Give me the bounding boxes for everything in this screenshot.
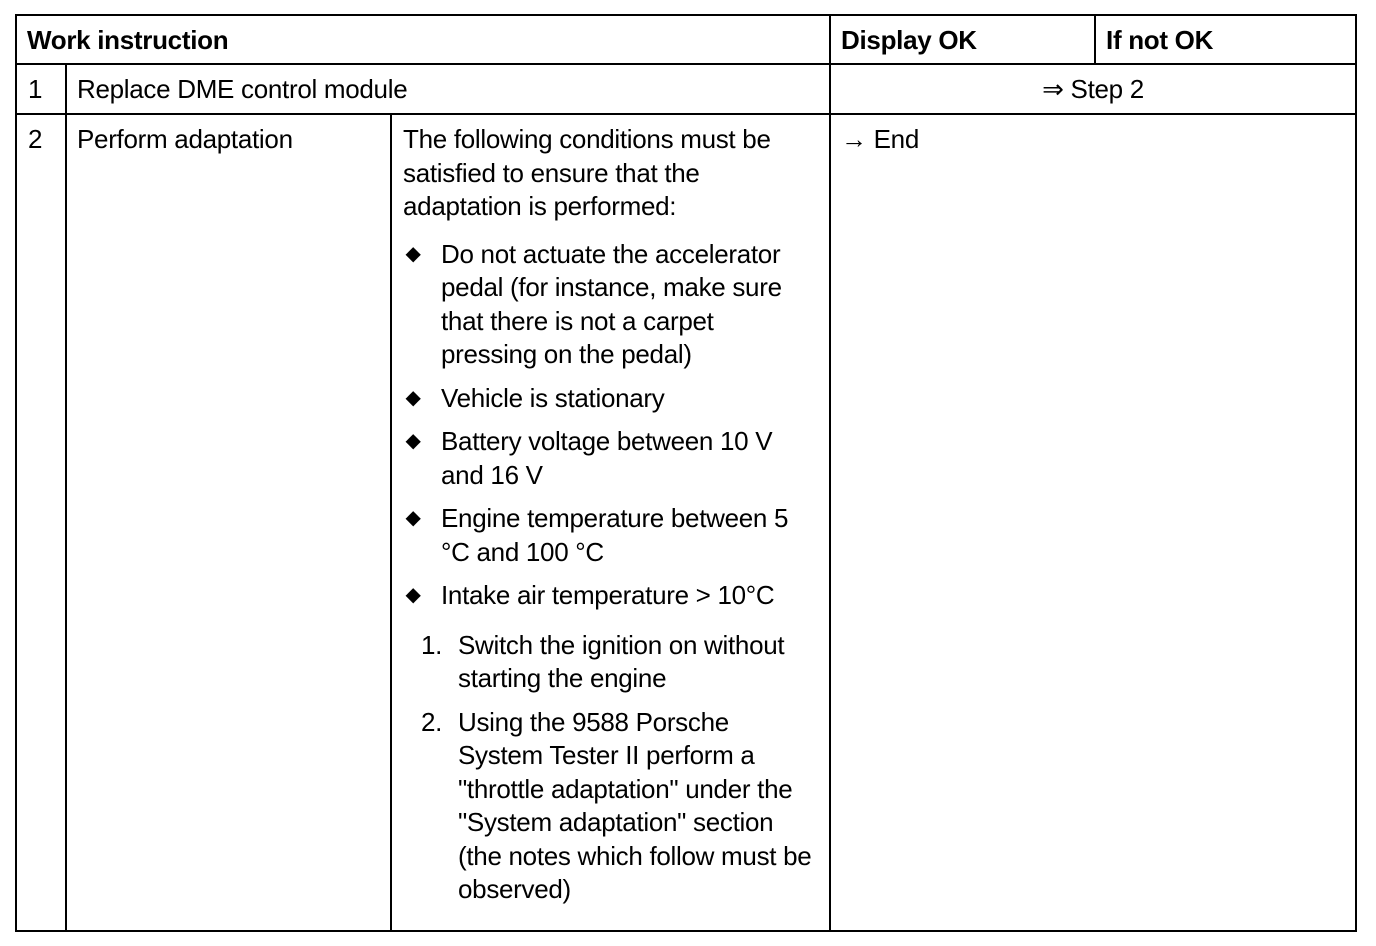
conditions-cell — [391, 114, 830, 931]
condition-item — [403, 238, 815, 372]
procedure-steps-list — [403, 629, 815, 907]
condition-text: Intake air temperature > 10°C — [441, 580, 775, 610]
diamond-bullet-icon: ◆ — [405, 584, 421, 606]
condition-text: Battery voltage between 10 V and 16 V — [441, 426, 773, 490]
step-number: 2. — [421, 706, 443, 737]
conditions-list — [403, 238, 815, 613]
diamond-bullet-icon: ◆ — [405, 507, 421, 529]
step-text: Using the 9588 Porsche System Tester II perform a "throttle adaptation" under the "System adaptation" section (the notes which follow must be observed) — [458, 706, 812, 904]
diamond-bullet-icon: ◆ — [405, 430, 421, 452]
condition-item — [403, 382, 815, 416]
step-text: Switch the ignition on without starting the engine — [458, 629, 785, 693]
header-work-instruction: Work instruction — [16, 15, 830, 64]
condition-text: Vehicle is stationary — [441, 382, 665, 413]
row-instruction: Perform adaptation — [66, 114, 391, 931]
condition-text: Do not actuate the accelerator pedal (for instance, make sure that there is not a carpet pressing on the pedal) — [441, 238, 782, 369]
diamond-bullet-icon: ◆ — [405, 386, 421, 409]
table-row — [16, 114, 1356, 931]
procedure-step — [403, 706, 815, 907]
condition-item — [403, 425, 815, 492]
condition-item — [403, 579, 815, 613]
header-if-not-ok: If not OK — [1095, 15, 1356, 64]
step-number: 1. — [421, 629, 443, 660]
work-instruction-table — [15, 14, 1357, 932]
next-step-link: ⇒ Step 2 — [830, 64, 1356, 114]
condition-text: Engine temperature between 5 °C and 100 °C — [441, 503, 789, 567]
row-number: 2 — [16, 114, 66, 931]
procedure-step — [403, 629, 815, 696]
display-ok-result: → End — [830, 114, 1356, 931]
header-display-ok: Display OK — [830, 15, 1095, 64]
diamond-bullet-icon: ◆ — [405, 242, 421, 265]
table-row — [16, 64, 1356, 114]
header-row — [16, 15, 1356, 64]
condition-item — [403, 502, 815, 569]
row-instruction: Replace DME control module — [66, 64, 830, 114]
conditions-intro: The following conditions must be satisfied to ensure that the adaptation is performed: — [403, 124, 771, 221]
row-number: 1 — [16, 64, 66, 114]
